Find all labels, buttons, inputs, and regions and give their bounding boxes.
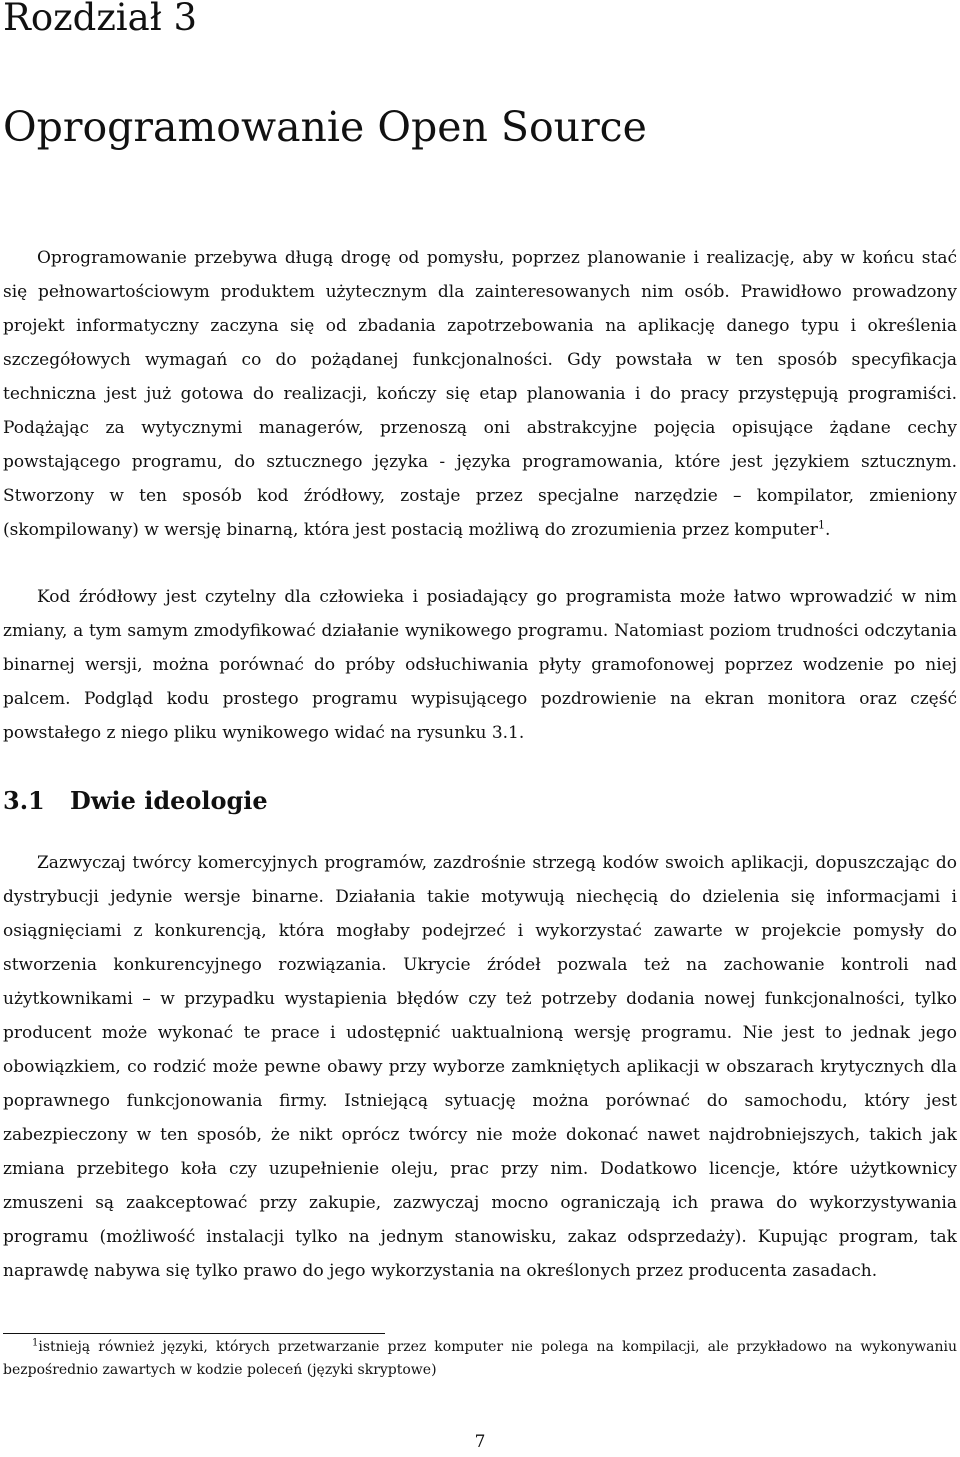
intro-paragraph-2: Kod źródłowy jest czytelny dla człowieka i posiadający go programista może łatwo wprowadzić w nim zmiany, a tym samym zmodyfikować działanie wynikowego programu. Natomiast poziom trudności odczytania binarnej wersji, można porównać do próby odsłuchiwania płyty gramofonowej poprzez wodzenie po niej palcem. Podgląd kodu prostego programu wypisującego pozdrowienie na ekran monitora oraz część powstałego z niego pliku wynikowego widać na rysunku 3.1. <box>3 587 957 743</box>
intro-paragraph-1-text: Oprogramowanie przebywa długą drogę od pomysłu, poprzez planowanie i realizację, aby w końcu stać się pełnowartościowym produktem użytecznym dla zainteresowanych nim osób. Prawidłowo prowadzony projekt informatyczny zaczyna się od zbadania zapotrzebowania na aplikację danego typu i określenia szczegółowych wymagań co do pożądanej funkcjonalności. Gdy powstała w ten sposób specyfikacja techniczna jest już gotowa do realizacji, kończy się etap planowania i do pracy przystępują programiści. Podążając za wytycznymi managerów, przenoszą oni abstrakcyjne pojęcia opisujące żądane cechy powstającego programu, do sztucznego języka - języka programowania, które jest językiem sztucznym. Stworzony w ten sposób kod źródłowy, zostaje przez specjalne narzędzie – kompilator, zmieniony (skompilowany) w wersję binarną, która jest postacią możliwą do zrozumienia przez komputer <box>3 248 957 540</box>
section-paragraph: Zazwyczaj twórcy komercyjnych programów, zazdrośnie strzegą kodów swoich aplikacji, dopuszczając do dystrybucji jedynie wersje binarne. Działania takie motywują niechęcią do dzielenia się informacjami i osiągnięciami z konkurencją, która mogłaby podejrzeć i wykorzystać zawarte w projekcie pomysły do stworzenia konkurencyjnego rozwiązania. Ukrycie źródeł pozwala też na zachowanie kontroli nad użytkownikami – w przypadku wystapienia błędów czy też potrzeby dodania nowej funkcjonalności, tylko producent może wykonać te prace i udostępnić uaktualnioną wersję programu. Nie jest to jednak jego obowiązkiem, co rodzić może pewne obawy przy wyborze zamkniętych aplikacji w obszarach krytycznych dla poprawnego funkcjonowania firmy. Istniejącą sytuację można porównać do samochodu, który jest zabezpieczony w ten sposób, że nikt oprócz twórcy nie może dokonać nawet najdrobniejszych, takich jak zmiana przebitego koła czy uzupełnienie oleju, prac przy nim. Dodatkowo licencje, które użytkownicy zmuszeni są zaakceptować przy zakupie, zazwyczaj mocno ograniczają ich prawa do wykorzystywania programu (możliwość instalacji tylko na jednym stanowisku, zakaz odsprzedaży). Kupując program, tak naprawdę nabywa się tylko prawo do jego wykorzystania na określonych przez producenta zasadach. <box>3 853 957 1281</box>
chapter-title: Oprogramowanie Open Source <box>3 103 647 151</box>
chapter-label: Rozdział 3 <box>3 0 197 39</box>
section-number: 3.1 <box>3 786 45 815</box>
footnote-mark: 1 <box>32 1337 39 1349</box>
footnote-text: istnieją również języki, których przetwarzanie przez komputer nie polega na kompilacji, ale przykładowo na wykonywaniu bezpośrednio zawartych w kodzie poleceń (języki skryptowe) <box>3 1339 957 1378</box>
section-heading <box>3 784 268 818</box>
section-title: Dwie ideologie <box>70 786 268 815</box>
footnote-reference[interactable]: 1 <box>817 518 825 532</box>
intro-paragraph-1-end: . <box>824 520 831 540</box>
intro-paragraph-1 <box>3 241 957 547</box>
footnote-divider <box>3 1333 385 1334</box>
page-number: 7 <box>474 1432 486 1452</box>
footnote <box>3 1336 957 1382</box>
